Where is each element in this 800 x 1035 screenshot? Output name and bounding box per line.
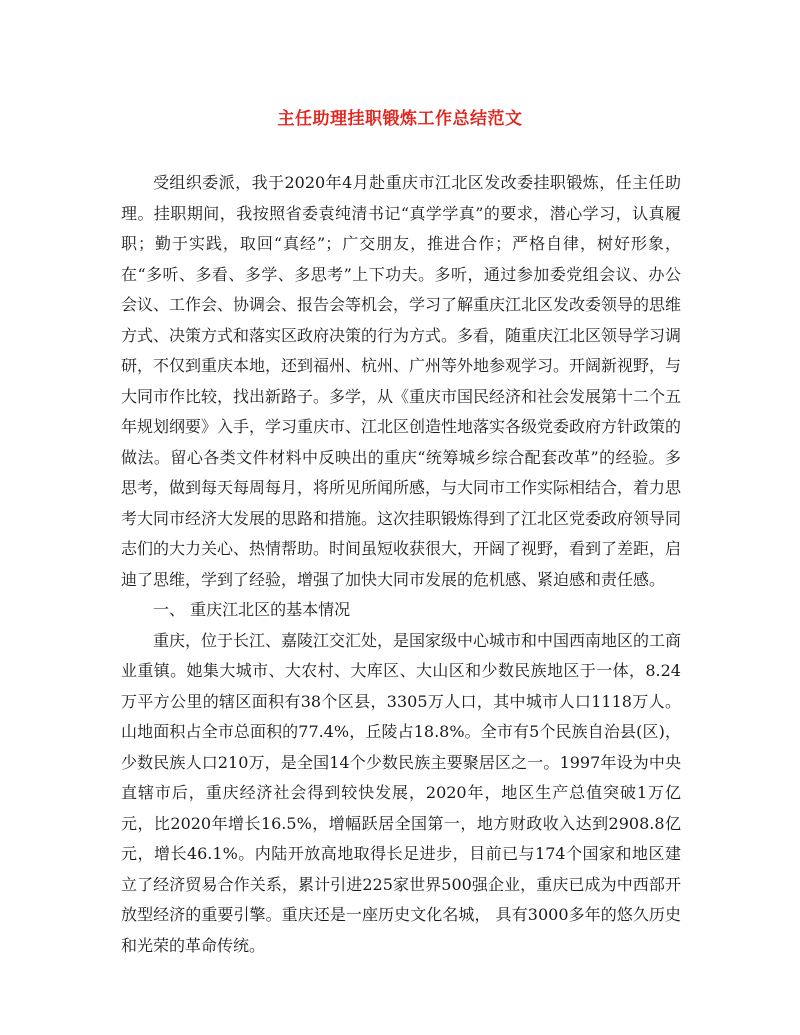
document-body [121, 168, 681, 961]
document-title: 主任助理挂职锻炼工作总结范文 [277, 109, 523, 129]
chongqing-paragraph: 重庆，位于长江、嘉陵江交汇处，是国家级中心城市和中国西南地区的工商业重镇。她集大城市、大农村、大库区、大山区和少数民族地区于一体，8.24万平方公里的辖区面积有38个区县，3305万人口，其中城市人口1118万人。山地面积占全市总面积的77.4%，丘陵占18.8%。全市有5个民族自治县(区)，少数民族人口210万，是全国14个少数民族主要聚居区之一。1997年设为中央直辖市后，重庆经济社会得到较快发展，2020年，地区生产总值突破1万亿元，比2020年增长16.5%，增幅跃居全国第一，地方财政收入达到2908.8亿元，增长46.1%。内陆开放高地取得长足进步，目前已与174个国家和地区建立了经济贸易合作关系，累计引进225家世界500强企业，重庆已成为中西部开放型经济的重要引擎。重庆还是一座历史文化名城， 具有3000多年的悠久历史和光荣的革命传统。 [121, 630, 682, 955]
section-heading: 一、 重庆江北区的基本情况 [153, 600, 351, 619]
intro-paragraph: 受组织委派，我于2020年4月赴重庆市江北区发改委挂职锻炼，任主任助理。挂职期间，我按照省委袁纯清书记“真学学真”的要求，潜心学习，认真履职；勤于实践，取回“真经”；广交朋友，推进合作；严格自律，树好形象，在“多听、多看、多学、多思考”上下功夫。多听，通过参加委党组会议、办公会议、工作会、协调会、报告会等机会，学习了解重庆江北区发改委领导的思维方式、决策方式和落实区政府决策的行为方式。多看，随重庆江北区领导学习调研，不仅到重庆本地，还到福州、杭州、广州等外地参观学习。开阔新视野，与大同市作比较，找出新路子。多学，从《重庆市国民经济和社会发展第十二个五年规划纲要》入手，学习重庆市、江北区创造性地落实各级党委政府方针政策的做法。留心各类文件材料中反映出的重庆“统筹城乡综合配套改革”的经验。多思考，做到每天每周每月，将所见所闻所感，与大同市工作实际相结合，着力思考大同市经济大发展的思路和措施。这次挂职锻炼得到了江北区党委政府领导同志们的大力关心、热情帮助。时间虽短收获很大，开阔了视野，看到了差距，启迪了思维，学到了经验，增强了加快大同市发展的危机感、紧迫感和责任感。 [121, 173, 682, 589]
